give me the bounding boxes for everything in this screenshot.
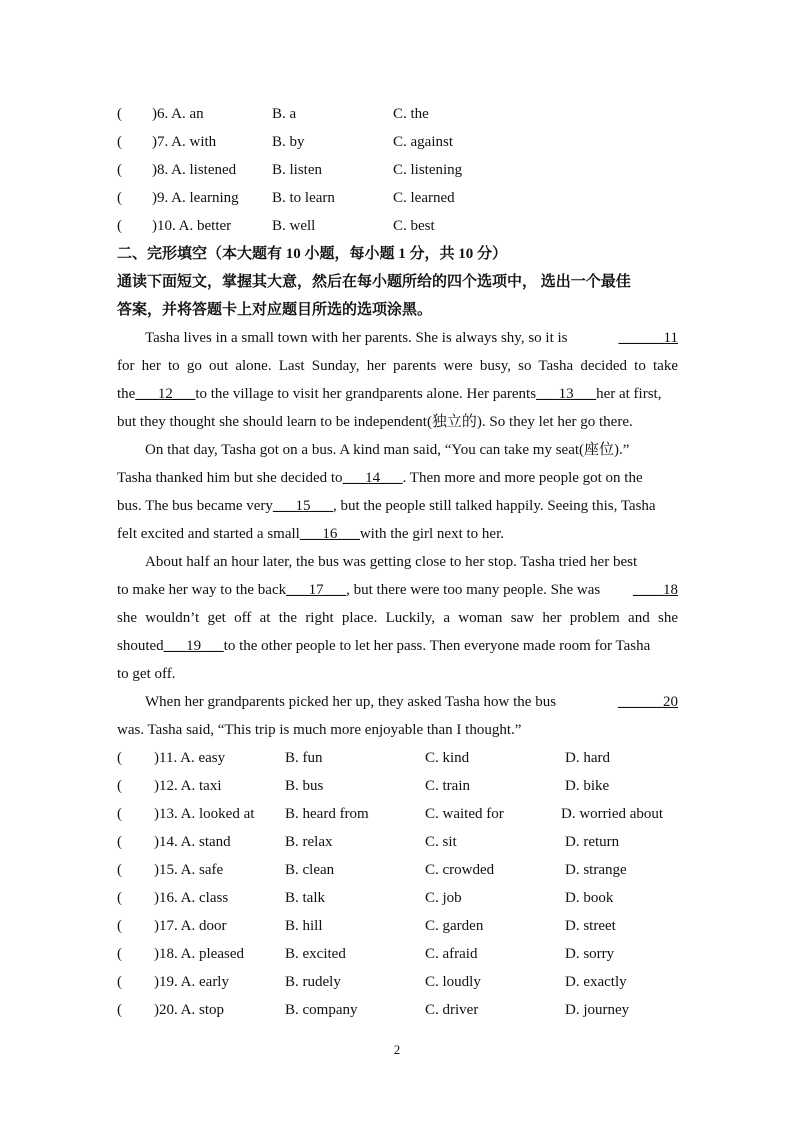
- question-c: C. sit: [425, 834, 457, 850]
- question-num: )13. A. looked at: [154, 806, 255, 822]
- blank-18: ____18: [633, 582, 678, 598]
- blank-12: ___12___: [135, 386, 196, 402]
- choice-num-a: ( )8. A. listened: [117, 162, 237, 178]
- question-paren: (: [117, 806, 122, 822]
- passage-line: [117, 496, 678, 516]
- passage-line: she wouldn’t get off at the right place. Luckily, a woman saw her problem and she: [117, 610, 678, 626]
- choice-b: B. well: [272, 218, 316, 234]
- passage-line: [117, 328, 678, 348]
- passage-text: to the village to visit her grandparents alone. Her parents: [195, 386, 537, 402]
- section-instructions-line1: 通读下面短文，掌握其大意，然后在每小题所给的四个选项中， 选出一个最佳: [117, 274, 631, 290]
- question-d: D. bike: [565, 778, 610, 794]
- question-c: C. waited for: [425, 806, 504, 822]
- section-instructions-line2: 答案，并将答题卡上对应题目所选的选项涂黑。: [117, 302, 433, 318]
- question-b: B. fun: [285, 750, 323, 766]
- question-num: )14. A. stand: [154, 834, 231, 850]
- page-number: 2: [393, 1042, 401, 1057]
- question-num: )20. A. stop: [154, 1002, 225, 1018]
- question-d: D. book: [565, 890, 614, 906]
- question-c: C. crowded: [425, 862, 495, 878]
- question-paren: (: [117, 918, 122, 934]
- choice-num-a: ( )9. A. learning: [117, 190, 239, 206]
- choice-c: C. learned: [393, 190, 455, 206]
- question-paren: (: [117, 862, 122, 878]
- question-num: )12. A. taxi: [154, 778, 222, 794]
- question-d: D. exactly: [565, 974, 627, 990]
- blank-19: ___19___: [163, 638, 224, 654]
- passage-line: to get off.: [117, 666, 176, 682]
- question-num: )17. A. door: [154, 918, 227, 934]
- passage-text: Tasha thanked him but she decided to: [117, 470, 343, 486]
- question-d: D. journey: [565, 1002, 630, 1018]
- blank-11: ______11: [618, 330, 678, 346]
- question-d: D. return: [565, 834, 620, 850]
- question-b: B. talk: [285, 890, 325, 906]
- passage-text: with the girl next to her.: [359, 526, 504, 542]
- question-c: C. train: [425, 778, 470, 794]
- passage-text: the: [117, 386, 136, 402]
- question-paren: (: [117, 750, 122, 766]
- passage-text: to the other people to let her pass. Then everyone made room for Tasha: [223, 638, 651, 654]
- question-d: D. strange: [565, 862, 627, 878]
- question-b: B. rudely: [285, 974, 341, 990]
- passage-line: [117, 468, 678, 488]
- passage-text: Tasha lives in a small town with her parents. She is always shy, so it is: [145, 330, 568, 346]
- passage-line: [117, 692, 678, 712]
- question-b: B. excited: [285, 946, 346, 962]
- choice-num-a: ( )7. A. with: [117, 134, 217, 150]
- section-title: 二、完形填空（本大题有 10 小题，每小题 1 分，共 10 分）: [117, 246, 508, 262]
- choice-c: C. against: [393, 134, 453, 150]
- passage-line: About half an hour later, the bus was getting close to her stop. Tasha tried her best: [145, 554, 638, 570]
- blank-20: ______20: [618, 694, 678, 710]
- question-b: B. company: [285, 1002, 358, 1018]
- question-paren: (: [117, 1002, 122, 1018]
- blank-15: ___15___: [272, 498, 333, 514]
- question-paren: (: [117, 946, 122, 962]
- passage-text: her at first,: [596, 386, 662, 402]
- passage-text: When her grandparents picked her up, they asked Tasha how the bus: [145, 694, 557, 710]
- passage-line: On that day, Tasha got on a bus. A kind man said, “You can take my seat(座位).”: [145, 442, 630, 458]
- question-paren: (: [117, 974, 122, 990]
- passage-text: , but there were too many people. She was: [346, 582, 601, 598]
- passage-line: for her to go out alone. Last Sunday, her parents were busy, so Tasha decided to take: [117, 358, 678, 374]
- choice-b: B. to learn: [272, 190, 335, 206]
- question-d: D. hard: [565, 750, 610, 766]
- question-c: C. kind: [425, 750, 470, 766]
- question-num: )11. A. easy: [154, 750, 226, 766]
- question-b: B. clean: [285, 862, 335, 878]
- question-c: C. garden: [425, 918, 484, 934]
- choice-b: B. a: [272, 106, 297, 122]
- choice-b: B. listen: [272, 162, 323, 178]
- question-num: )16. A. class: [154, 890, 229, 906]
- question-b: B. hill: [285, 918, 323, 934]
- choice-c: C. the: [393, 106, 429, 122]
- question-b: B. heard from: [285, 806, 369, 822]
- passage-text: shouted: [117, 638, 164, 654]
- question-num: )15. A. safe: [154, 862, 224, 878]
- blank-17: ___17___: [286, 582, 347, 598]
- question-d: D. sorry: [565, 946, 615, 962]
- passage-text: to make her way to the back: [117, 582, 287, 598]
- question-c: C. loudly: [425, 974, 481, 990]
- passage-line: but they thought she should learn to be independent(独立的). So they let her go there.: [117, 414, 633, 430]
- passage-line: [117, 636, 678, 656]
- passage-line: was. Tasha said, “This trip is much more enjoyable than I thought.”: [117, 722, 522, 738]
- choice-num-a: ( )6. A. an: [117, 106, 204, 122]
- passage-text: bus. The bus became very: [117, 498, 273, 514]
- choice-c: C. best: [393, 218, 435, 234]
- question-c: C. driver: [425, 1002, 479, 1018]
- question-paren: (: [117, 834, 122, 850]
- question-num: )19. A. early: [154, 974, 229, 990]
- blank-16: ___16___: [299, 526, 360, 542]
- question-num: )18. A. pleased: [154, 946, 244, 962]
- question-c: C. afraid: [425, 946, 478, 962]
- passage-line: [117, 580, 678, 600]
- choice-num-a: ( )10. A. better: [117, 218, 232, 234]
- blank-13: ___13___: [536, 386, 597, 402]
- question-c: C. job: [425, 890, 462, 906]
- question-b: B. bus: [285, 778, 324, 794]
- passage-line: [117, 524, 678, 544]
- question-b: B. relax: [285, 834, 333, 850]
- question-d: D. worried about: [561, 806, 664, 822]
- passage-text: felt excited and started a small: [117, 526, 300, 542]
- choice-b: B. by: [272, 134, 305, 150]
- question-d: D. street: [565, 918, 616, 934]
- blank-14: ___14___: [342, 470, 403, 486]
- passage-text: , but the people still talked happily. Seeing this, Tasha: [332, 498, 656, 514]
- passage-line: [117, 384, 678, 404]
- question-paren: (: [117, 890, 122, 906]
- question-paren: (: [117, 778, 122, 794]
- passage-text: . Then more and more people got on the: [402, 470, 643, 486]
- choice-c: C. listening: [393, 162, 463, 178]
